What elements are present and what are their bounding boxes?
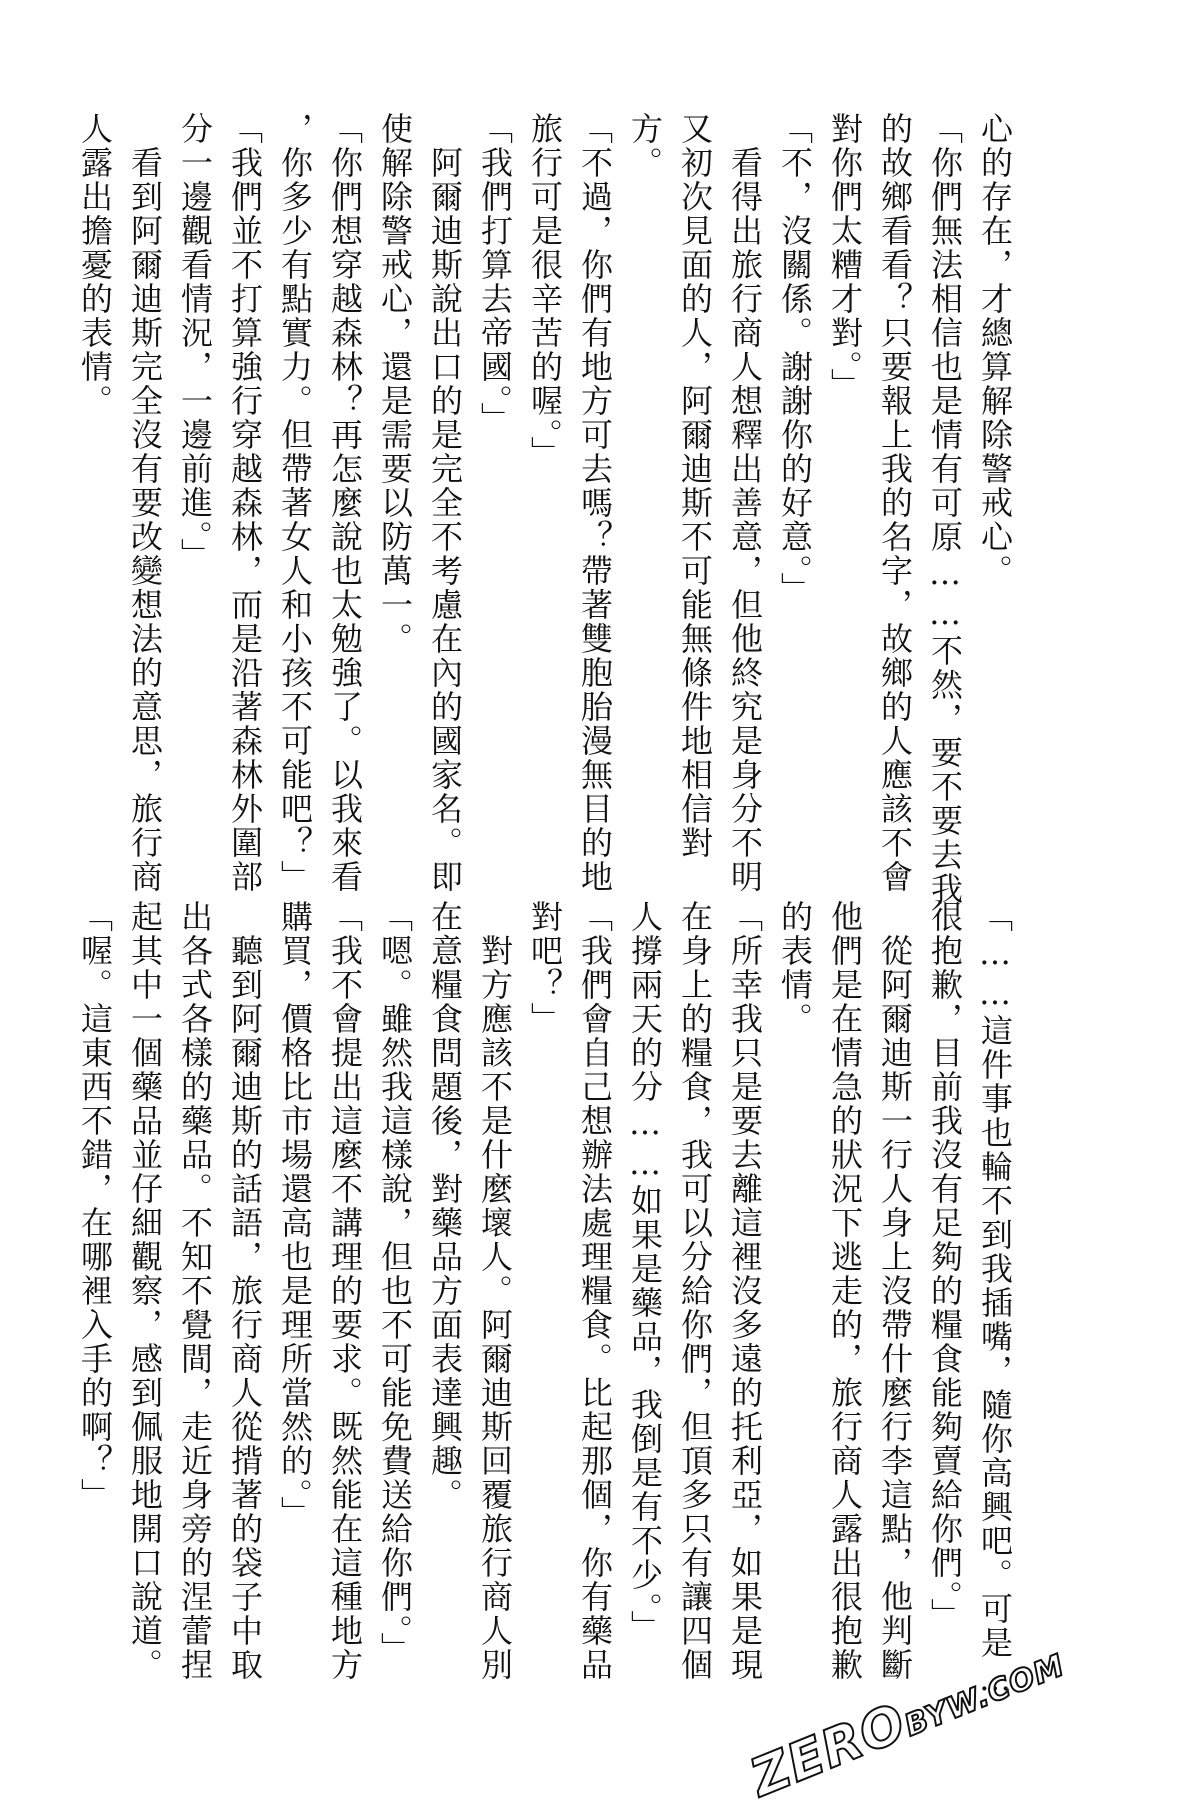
text-column: 人露出擔憂的表情。: [76, 112, 114, 418]
text-column: 「……這件事也輪不到我插嘴，隨你高興吧。可是…: [976, 900, 1014, 1700]
text-column: 「不過，你們有地方可去嗎？帶著雙胞胎漫無目的地: [576, 112, 614, 894]
text-block-top: [76, 112, 1020, 906]
text-column: 出各式各樣的藥品。不知不覺間，走近身旁的涅蕾捏: [176, 900, 214, 1682]
text-column: 對方應該不是什麼壞人。阿爾迪斯回覆旅行商人別: [476, 900, 514, 1682]
text-block-bottom: [76, 900, 1020, 1700]
text-column: 又初次見面的人，阿爾迪斯不可能無條件地相信對: [676, 112, 714, 860]
text-column: 在身上的糧食，我可以分給你們，但頂多只有讓四個: [676, 900, 714, 1682]
text-column: 「我不會提出這麼不講理的要求。既然能在這種地方: [326, 900, 364, 1682]
text-column: 「我們會自己想辦法處理糧食。比起那個，你有藥品: [576, 900, 614, 1682]
watermark-domain: BYW.COM: [900, 1647, 1071, 1744]
text-column: 阿爾迪斯說出口的是完全不考慮在內的國家名。即: [426, 112, 464, 894]
text-column: 看得出旅行商人想釋出善意，但他終究是身分不明: [726, 112, 764, 894]
text-column: 「你們無法相信也是情有可原……不然，要不要去我: [926, 112, 964, 906]
text-column: 在意糧食問題後，對藥品方面表達興趣。: [426, 900, 464, 1512]
text-column: 「喔。這東西不錯，在哪裡入手的啊？」: [76, 900, 114, 1512]
text-column: 看到阿爾迪斯完全沒有要改變想法的意思，旅行商: [126, 112, 164, 894]
text-column: 對你們太糟才對。」: [826, 112, 864, 402]
text-column: 購買，價格比市場還高也是理所當然的。」: [276, 900, 314, 1530]
text-column: 方。: [626, 112, 664, 180]
text-column: 旅行可是很辛苦的喔。」: [526, 112, 564, 470]
text-column: 的故鄉看看？只要報上我的名字，故鄉的人應該不會: [876, 112, 914, 894]
text-column: 「我們打算去帝國。」: [476, 112, 514, 436]
text-column: 「嗯。雖然我這樣說，但也不可能免費送給你們。」: [376, 900, 414, 1666]
text-column: 使解除警戒心，還是需要以防萬一。: [376, 112, 414, 656]
text-column: 人撐兩天的分……如果是藥品，我倒是有不少。」: [626, 900, 664, 1644]
text-column: 起其中一個藥品並仔細觀察，感到佩服地開口說道。: [126, 900, 164, 1682]
text-column: 他們是在情急的狀況下逃走的，旅行商人露出很抱歉: [826, 900, 864, 1682]
text-column: 「我們並不打算強行穿越森林，而是沿著森林外圍部: [226, 112, 264, 894]
text-column: 很抱歉，目前我沒有足夠的糧食能夠賣給你們。」: [926, 900, 964, 1632]
text-column: 「所幸我只是要去離這裡沒多遠的托利亞，如果是現: [726, 900, 764, 1682]
text-column: 心的存在，才總算解除警戒心。: [976, 112, 1014, 588]
text-column: 的表情。: [776, 900, 814, 1036]
watermark-brand: ZERO: [742, 1692, 916, 1809]
text-column: 聽到阿爾迪斯的話語，旅行商人從揹著的袋子中取: [226, 900, 264, 1682]
text-column: 「你們想穿越森林？再怎麼說也太勉強了。以我來看: [326, 112, 364, 894]
text-column: 分一邊觀看情況，一邊前進。」: [176, 112, 214, 572]
text-column: ，你多少有點實力。但帶著女人和小孩不可能吧？」: [276, 112, 314, 894]
text-column: 對吧？」: [526, 900, 564, 1036]
text-column: 「不，沒關係。謝謝你的好意。」: [776, 112, 814, 606]
text-column: 從阿爾迪斯一行人身上沒帶什麼行李這點，他判斷: [876, 900, 914, 1682]
